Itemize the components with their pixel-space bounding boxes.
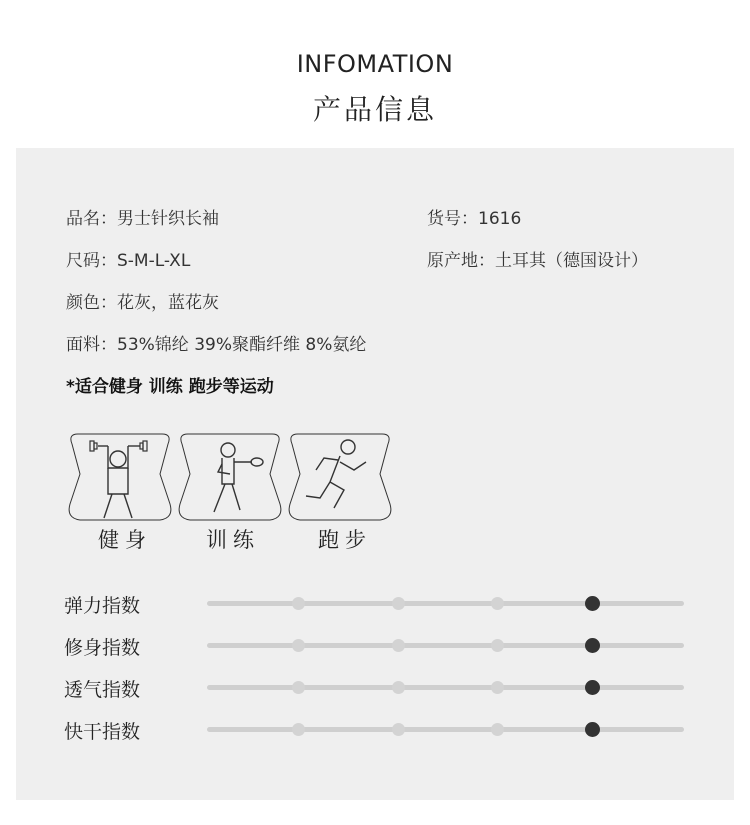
rating-label: 快干指数 [64,721,141,743]
name-label: 品名： [66,209,117,229]
rating-dot [491,723,504,736]
header-title-en: INFOMATION [296,50,454,78]
rating-dot [392,723,405,736]
running-icon [284,432,396,524]
rating-dot [491,639,504,652]
rating-dot [392,681,405,694]
suitable-note: *适合健身 训练 跑步等运动 [66,377,274,397]
activity-label-running: 跑步 [318,528,372,552]
fabric-value: 53%锦纶 39%聚酯纤维 8%氨纶 [117,335,367,355]
activity-card-running [284,432,396,524]
activity-label-fitness: 健身 [98,528,152,552]
rating-dot-active [585,596,600,611]
rating-dot [491,597,504,610]
rating-dot-active [585,638,600,653]
info-size-row [66,246,190,271]
rating-label: 弹力指数 [64,595,141,617]
rating-track [207,643,684,648]
activity-card-training [174,432,286,524]
origin-value: 土耳其（德国设计） [495,251,648,271]
size-label: 尺码： [66,251,117,271]
info-name-row [66,204,219,229]
rating-dot [292,723,305,736]
rating-dot [392,639,405,652]
rating-dot [491,681,504,694]
item-no-label: 货号： [427,209,478,229]
dumbbell-workout-icon [64,432,176,524]
rating-dot [292,597,305,610]
origin-label: 原产地： [427,251,495,271]
item-no-value: 1616 [478,209,522,229]
info-color-row [66,288,219,313]
size-value: S-M-L-XL [117,251,191,271]
fabric-label: 面料： [66,335,117,355]
rating-track [207,685,684,690]
info-item-no-row [427,204,521,229]
rating-label: 修身指数 [64,637,141,659]
rating-label: 透气指数 [64,679,141,701]
activity-card-fitness [64,432,176,524]
rating-dot [392,597,405,610]
rating-dot [292,681,305,694]
color-label: 颜色： [66,293,117,313]
rating-dot-active [585,722,600,737]
rating-dot [292,639,305,652]
rating-track [207,601,684,606]
header-title-cn: 产品信息 [312,93,437,126]
boxing-training-icon [174,432,286,524]
rating-track [207,727,684,732]
rating-dot-active [585,680,600,695]
color-value: 花灰，蓝花灰 [117,293,219,313]
info-fabric-row [66,330,366,355]
info-origin-row [427,246,648,271]
activity-label-training: 训练 [206,528,260,552]
name-value: 男士针织长袖 [117,209,219,229]
